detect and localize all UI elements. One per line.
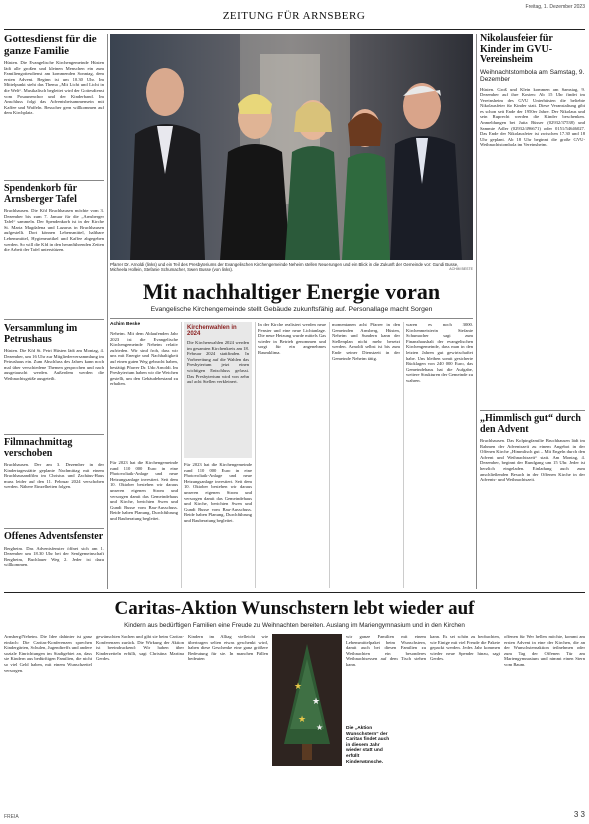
bottom-col-5: [430, 634, 500, 812]
bottom-subhead: Kindern aus bedürftigen Familien eine Freude zu Weihnachten bereiten. Auslang im Mariengymnasium und in den Kirchen: [124, 622, 465, 629]
column-rule: [181, 322, 182, 588]
main-col-2: [184, 322, 252, 588]
article-body: Hüsten. Die Kfd St. Petri Hüsten lädt am Montag, 4. Dezember, um 16 Uhr zur Mitgliederversammlung im Petrushaus ein. Zum Abschluss des Jahres kann noch mal über verschiedene Themen gesprochen und nach ausgetauscht werden. Außerdem werden die Weihnachtsgrüße ausgeteilt.: [4, 348, 104, 381]
main-col-4: [332, 322, 400, 588]
masthead-rule: [4, 29, 585, 30]
right-column: [480, 34, 585, 589]
divider: [110, 318, 473, 319]
right-article-2: [480, 414, 585, 578]
divider: [4, 528, 104, 529]
masthead: [0, 0, 589, 30]
bottom-col-2: [96, 634, 184, 812]
column-rule: [255, 322, 256, 588]
article-body: Bruchhausen. Die Kfd Bruchhausen möchte vom 3. Dezember bis zum 7. Januar für die „Arnsberger Tafel“ sammeln. Der Spendenkorb ist in der Kirche St. Maria Magdalena und Lazarus in Bruchhausen aufgestellt. Dort können Lebensmittel, haltbare Lebensmittel, Hygieneartikel und Kaffee abgegeben werden. So will die Kfd in den heranführenden Zeiten die Arbeit der Tafel unterstützen.: [4, 208, 104, 253]
article-title: Offenes Adventsfenster: [4, 531, 104, 542]
article-body: Bruchhausen. Der am 3. Dezember in der Kindertagesstätte geplante Nachmittag mit einem Bruchhausandfilm im Christus und Zachäus-Haus muss leider auf den 11. Februar 2024 verschoben werden. Nähere Einzelheiten folgen.: [4, 462, 104, 490]
article-body: Neheim. Mit dem Ablaufenden Jahr 2023 ist die Evangelische Kirchengemeinde Neheim relativ zufrieden. Wir sind froh, dass wir uns mit Energie und Nachhaltigkeit auf einen guten Weg gebracht haben, bestätigt Pfarrer Dr. Udo Arnoldi. Im Presbyterium haben wir die Weichen gestellt, um den Gebäudebestand zu erhalten.: [110, 331, 178, 387]
divider: [4, 180, 104, 181]
column-rule: [476, 34, 477, 589]
star-tree-image: [272, 634, 342, 766]
article-title: Nikolausfeier für Kinder im GVU-Vereinsheim: [480, 33, 553, 65]
article-body: In der Kirche realisiert werden neue Fenster und eine neue Lichtanlage. Die neue Heizung wurde mittels Gas wieder in Betrieb genommen und sorgt für ein angenehmes Raumklima.: [258, 322, 326, 355]
divider: [480, 410, 585, 411]
svg-text:★: ★: [298, 715, 307, 725]
article-title: „Himmlisch gut“ durch den Advent: [480, 413, 581, 435]
article-title: Filmnachmittag verschoben: [4, 437, 73, 459]
left-article-3: [4, 324, 104, 426]
article-title: Versammlung im Petrushaus: [4, 323, 78, 345]
article-body: Hüsten. Groß und Klein kommen am Samstag, 9. Dezember auf ihre Kosten: Ab 15 Uhr findet im Vereinsheim des GVU Unterhüsten die beliebte Nikolausfeier für Kinder statt. Diese Veranstaltung gibt es schon seit Ende der 1950er Jahre. Der Nikolaus und sein Ruprecht werden die Kinder beschenken. Anmeldungen bei Jutta Büsser (02932/37538) und Sammie Adler (02932/496671) oder 0151/54646027. Das Ende der Nikolausfeier ist zwischen 17.30 und 18 Uhr geplant. Ab 18 Uhr beginnt die große GVU-Weihnachtstombola im Vereinsheim.: [480, 86, 585, 148]
main-subhead: Evangelische Kirchengemeinde stellt Gebäude zukunftsfähig auf. Personallage macht Sorgen: [150, 306, 433, 313]
article-title: Spendenkorb für Arnsberger Tafel: [4, 183, 77, 205]
article-body: gewünschten Sachen und gibt sie beim Caritas-Konferenzen zurück. Die Wirkung der Aktion ist beeindruckend: Wir haben über Kinderzetteln erfüllt, sagt Christina Martina Gerdes.: [96, 634, 184, 662]
article-body: Hüsten. Die Evangelische Kirchengemeinde Hüsten lädt alle großen und kleinen Menschen ein zum Familiengottesdienst am kommenden Sonntag, dem ersten Advent. Beginn ist um 10.30 Uhr. Im Mittelpunkt steht das Thema „Mit Licht und Licht in die Welt“. Musikalisch begleitet wird der Gottesdienst vom Posaunenchor und der Kinderband. Im Anschluss folgt das Adventsbeisammensein mit Kaffee und Waffeln. Besucher gern willkommen auf dem Kirchplatz.: [4, 60, 104, 116]
main-col-5: [406, 322, 473, 588]
bottom-photo: [272, 634, 342, 766]
article-body: waren es noch 3000. Kirchenmeisterin Stefanie Schumacher sagt zum Finanzhaushalt der evangelischen Kirchengemeinde, dass man in den letzten Jahren gut gewirtschaftet habe. Uns bleiben somit gesicherte Rücklagen von 240 000 Euro, das Gemeindehaus hat die Aufgabe, weitere Strukturen der Gemeinde zu wahren.: [406, 322, 473, 383]
masthead-title: ZEITUNG FÜR ARNSBERG: [222, 10, 366, 22]
article-body: wir ganze Familien mit einem Lebensmittelpaket beim Wunschstern, damit auch bei diesen Familien zu Weihnachten ein besonderes Weihnachtsessen auf dem Tisch stehen kann.: [346, 634, 426, 667]
article-title: Gottesdienst für die ganze Familie: [4, 33, 97, 57]
bottom-col-3: [188, 634, 268, 812]
article-body: Kindern im Alltag vielleicht wie übertragen selten etwas geschenkt wird, haben diese Geschenke eine ganz größere Bedeutung für sie. In manchen Fällen bedeuten: [188, 634, 268, 662]
column-rule: [403, 322, 404, 588]
author: Achim Beske: [110, 322, 141, 327]
sidebar-box: [184, 322, 252, 458]
main-col-3: [258, 322, 326, 588]
article-body: Bergheim. Das Adventsfenster öffnet sich am 1. Dezember um 18.30 Uhr bei der Senfgemeinschaft Bergheim, Buchlauer Weg 2. Jeder ist dazu willkommen.: [4, 545, 104, 568]
sidebar-body: Die Kirchenwahlen 2024 werden im gesamten Kirchenkreis am 18. Februar 2024 stattfinden. In Vorbereitung auf die Wahlen das Presbyterium jetzt einen wichtigen Entschluss gefasst. Das Presbyterium wird von zehn auf acht Stellen verkleinert.: [187, 340, 249, 385]
article-body: kann. Es sei schön zu beobachten, wie Einige mit viel Freude die Pakete gepackt werden. Jedes Jahr kommen wieder neue Spender hinzu, sagt Gerdes.: [430, 634, 500, 662]
left-article-5: [4, 532, 104, 586]
divider: [4, 434, 104, 435]
main-photo: [110, 34, 473, 260]
bottom-col-6: [504, 634, 585, 812]
bottom-photo-caption: Die „Aktion Wunschstern“ der Caritas findet auch in diesem Jahr wieder statt und erfüllt Kinderwünsche.: [346, 726, 390, 765]
photo-caption: [110, 262, 473, 272]
section-rule: [4, 592, 585, 593]
article-body: momentanen acht Pfarrer in den Gemeinden Arnsberg, Hüsten, Neheim und Sundern kann der Stellenplan nicht mehr besetzt werden. Arnoldi selbst ist bis zum Ende seiner Dienstzeit in der Gemeinde Neheim tätig.: [332, 322, 400, 361]
main-col-1: [110, 322, 178, 588]
page-number: 3 3: [573, 810, 585, 819]
sidebar-title: Kirchenwahlen in 2024: [187, 325, 237, 337]
column-rule: [329, 322, 330, 588]
article-body: offenen für Wer hellen möchte, kommt am ersten Advent in eine der Kirchen, die an der Wunschsternaktion teilnehmen oder zum Tag der Offenen Tür am Mariengymnasium und nimmt einen Stern vom Baum.: [504, 634, 585, 667]
bottom-headline: Caritas-Aktion Wunschstern lebt wieder auf: [114, 598, 475, 619]
group-photo-image: [110, 34, 473, 260]
bottom-col-1: [4, 634, 92, 812]
photo-caption-text: Pfarrer Dr. Arnoldi (links) und ein Teil des Presbyteriums der Evangelischen Kirchengemeinde Neheim stellen Neuerungen und ein Blick in die Zukunft der Gemeinde vor: Gundi Busse, Micheela Hollein, Stefanie Schumacher, Swen Busse (von links).: [110, 262, 459, 273]
left-article-2: [4, 184, 104, 308]
svg-text:★: ★: [312, 697, 321, 707]
photo-credit: ACHIM BESTE: [449, 267, 473, 272]
article-subtitle: Weihnachtstombola am Samstag, 9. Dezember: [480, 68, 585, 83]
footer-left: FREIA: [4, 814, 19, 820]
bottom-col-4: [346, 634, 426, 722]
masthead-date: Freitag, 1. Dezember 2023: [525, 4, 585, 10]
article-body: Für 2023 hat die Kirchengemeinde rund 110 000 Euro in eine Photovoltaik-Anlage und neue Heizungsanlage investiert. Seit dem 10. Oktober bestehen wir daraus unseren eigenen Strom und versorgen damit das Gemeindehaus und Kirche, berichten Swen und Gundi Busse vom Bau-Ausschuss. Beide haben Planung, Durchführung und Bauberatung begleitet.: [184, 462, 252, 523]
svg-text:★: ★: [316, 723, 324, 732]
left-article-4: [4, 438, 104, 518]
article-body: Arnsberg/Neheim. Die Idee dahinter ist ganz einfach: Die Caritas-Konferenzen sprechen Kindergärten, Schulen, Jugendtreffs und andere soziale Einrichtungen im Stadtgebiet an, dass sie Kindern aus bedürftigen Familien, die nicht so viel Geld haben, mit einem Wunschzettel versorgen.: [4, 634, 92, 673]
svg-text:★: ★: [294, 682, 303, 692]
divider: [4, 319, 104, 320]
left-column: [4, 34, 104, 589]
article-body: Bruchhausen. Das Kolpingfamilie Bruchhausen lädt im Rahmen der Adventszeit zu einem Angebot in der Offenen Kirche „Himmlisch gut – Mit Engeln durch den Advent und Weihnachtszeit“ statt. Am Montag, 4. Dezember, beginnt der Rundgang um 15 Uhr. Jeder ist herzlich eingeladen. Einladung auch zum anschließenden Besuch in der Offenen Kirche in der Advents- und Weihnachtszeit.: [480, 438, 585, 483]
main-headline: Mit nachhaltiger Energie voran: [142, 279, 441, 304]
article-body: Für 2023 hat die Kirchengemeinde rund 110 000 Euro in eine Photovoltaik-Anlage und neue Heizungsanlage investiert. Seit dem 10. Oktober bestehen wir daraus unseren eigenen Strom und versorgen damit das Gemeindehaus und Kirche, berichten Swen und Gundi Busse vom Bau-Ausschuss. Beide haben Planung, Durchführung und Bauberatung begleitet.: [110, 460, 178, 521]
column-rule: [107, 34, 108, 589]
